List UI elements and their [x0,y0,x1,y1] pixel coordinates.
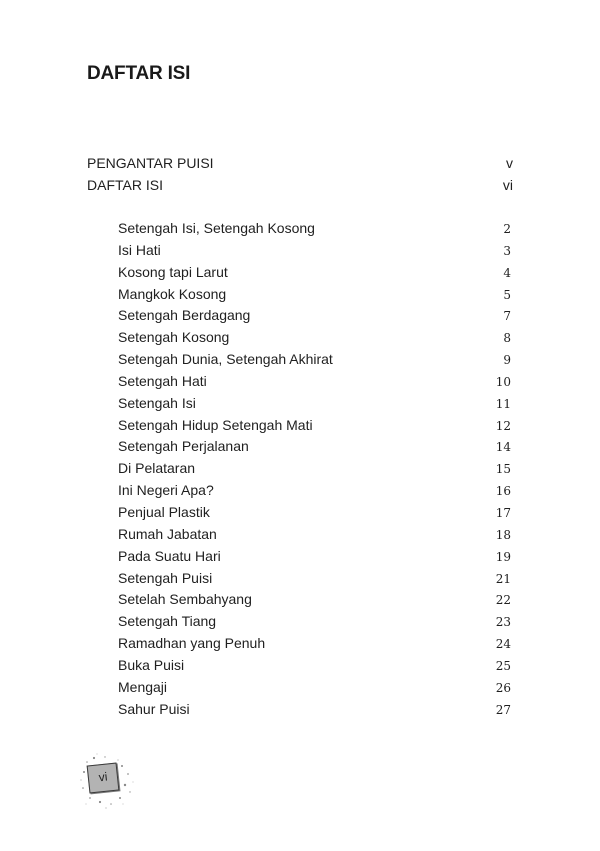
toc-entry [118,218,511,240]
toc-entry-page: 15 [495,462,511,477]
toc-entry-label: Setengah Perjalanan [118,438,249,455]
page-number-badge [78,752,138,812]
toc-entry-label: Penjual Plastik [118,503,210,520]
toc-entry [118,480,511,502]
toc-entry-label: Setelah Sembahyang [118,591,252,608]
page-title: DAFTAR ISI [87,63,191,84]
toc-entry-page: 22 [495,593,511,608]
toc-entry [118,436,511,458]
toc-entry-page: 26 [495,680,511,695]
toc-entry-page: 7 [503,309,511,324]
toc-entry [118,327,511,349]
toc-entry [118,393,511,415]
toc-entry-label: Mangkok Kosong [118,285,227,302]
toc-entry-label: Setengah Hati [118,372,207,389]
toc-entry-page: 21 [495,571,511,586]
toc-entry [118,546,511,568]
toc-entry-label: Rumah Jabatan [118,525,217,542]
toc-entry-page: 10 [495,374,511,389]
toc-entry-label: DAFTAR ISI [87,177,163,193]
toc-entry [118,611,511,633]
toc-entry-page: vi [502,177,513,193]
toc-entry-label: Setengah Berdagang [118,307,251,324]
toc-entry-label: Sahur Puisi [118,700,190,717]
toc-entry [118,502,511,524]
toc-entry [87,152,513,174]
toc-entry-page: 24 [495,637,511,652]
toc-entry-label: Setengah Isi [118,394,196,411]
toc-entry [118,371,511,393]
toc-entry-label: Buka Puisi [118,656,185,673]
toc-entry-label: Kosong tapi Larut [118,263,228,280]
toc-entry-page: 18 [495,527,511,542]
toc-entry-page: 23 [495,615,511,630]
page-number: vi [97,769,109,785]
toc-entry-page: 3 [503,243,511,258]
toc-entry-label: Setengah Hidup Setengah Mati [118,416,313,433]
toc-entry-label: Setengah Dunia, Setengah Akhirat [118,351,333,368]
toc-entry [118,524,511,546]
toc-entry-page: 25 [495,658,511,673]
toc-entry [118,284,511,306]
toc-entry-page: 14 [495,440,511,455]
toc-entry-label: Setengah Kosong [118,329,230,346]
toc-entry-label: Ramadhan yang Penuh [118,635,266,652]
toc-entry [118,305,511,327]
toc-entry [118,349,511,371]
toc-entry-label: Setengah Isi, Setengah Kosong [118,220,315,236]
toc-entry-page: 9 [503,353,511,368]
toc-entry-label: Ini Negeri Apa? [118,482,214,499]
toc-entry-page: 17 [495,505,511,520]
toc-entry [118,677,511,699]
front-matter-list [87,152,513,196]
toc-entry-page: v [506,155,513,171]
toc-entry [118,589,511,611]
toc-entry [118,633,511,655]
toc-entry [118,262,511,284]
toc-entry [118,699,511,721]
toc-entry-label: PENGANTAR PUISI [87,155,214,171]
toc-entry-page: 4 [503,265,511,280]
toc-entry-label: Mengaji [118,678,168,695]
poem-list [118,218,511,720]
toc-entry-page: 5 [503,287,511,302]
toc-entry [118,568,511,590]
toc-entry-label: Isi Hati [118,241,161,258]
toc-entry-page: 27 [495,702,511,717]
toc-entry-label: Setengah Tiang [118,613,217,630]
toc-entry-page: 19 [495,549,511,564]
toc-entry-page: 2 [503,222,511,236]
toc-entry-label: Pada Suatu Hari [118,547,221,564]
toc-entry-page: 12 [495,418,511,433]
toc-entry-label: Di Pelataran [118,460,196,477]
toc-entry-label: Setengah Puisi [118,569,213,586]
toc-entry [118,458,511,480]
toc-entry [118,655,511,677]
toc-entry [118,415,511,437]
toc-entry [118,240,511,262]
toc-entry-page: 8 [503,331,511,346]
toc-entry-page: 11 [495,396,511,411]
toc-entry [87,174,513,196]
toc-entry-page: 16 [495,484,511,499]
